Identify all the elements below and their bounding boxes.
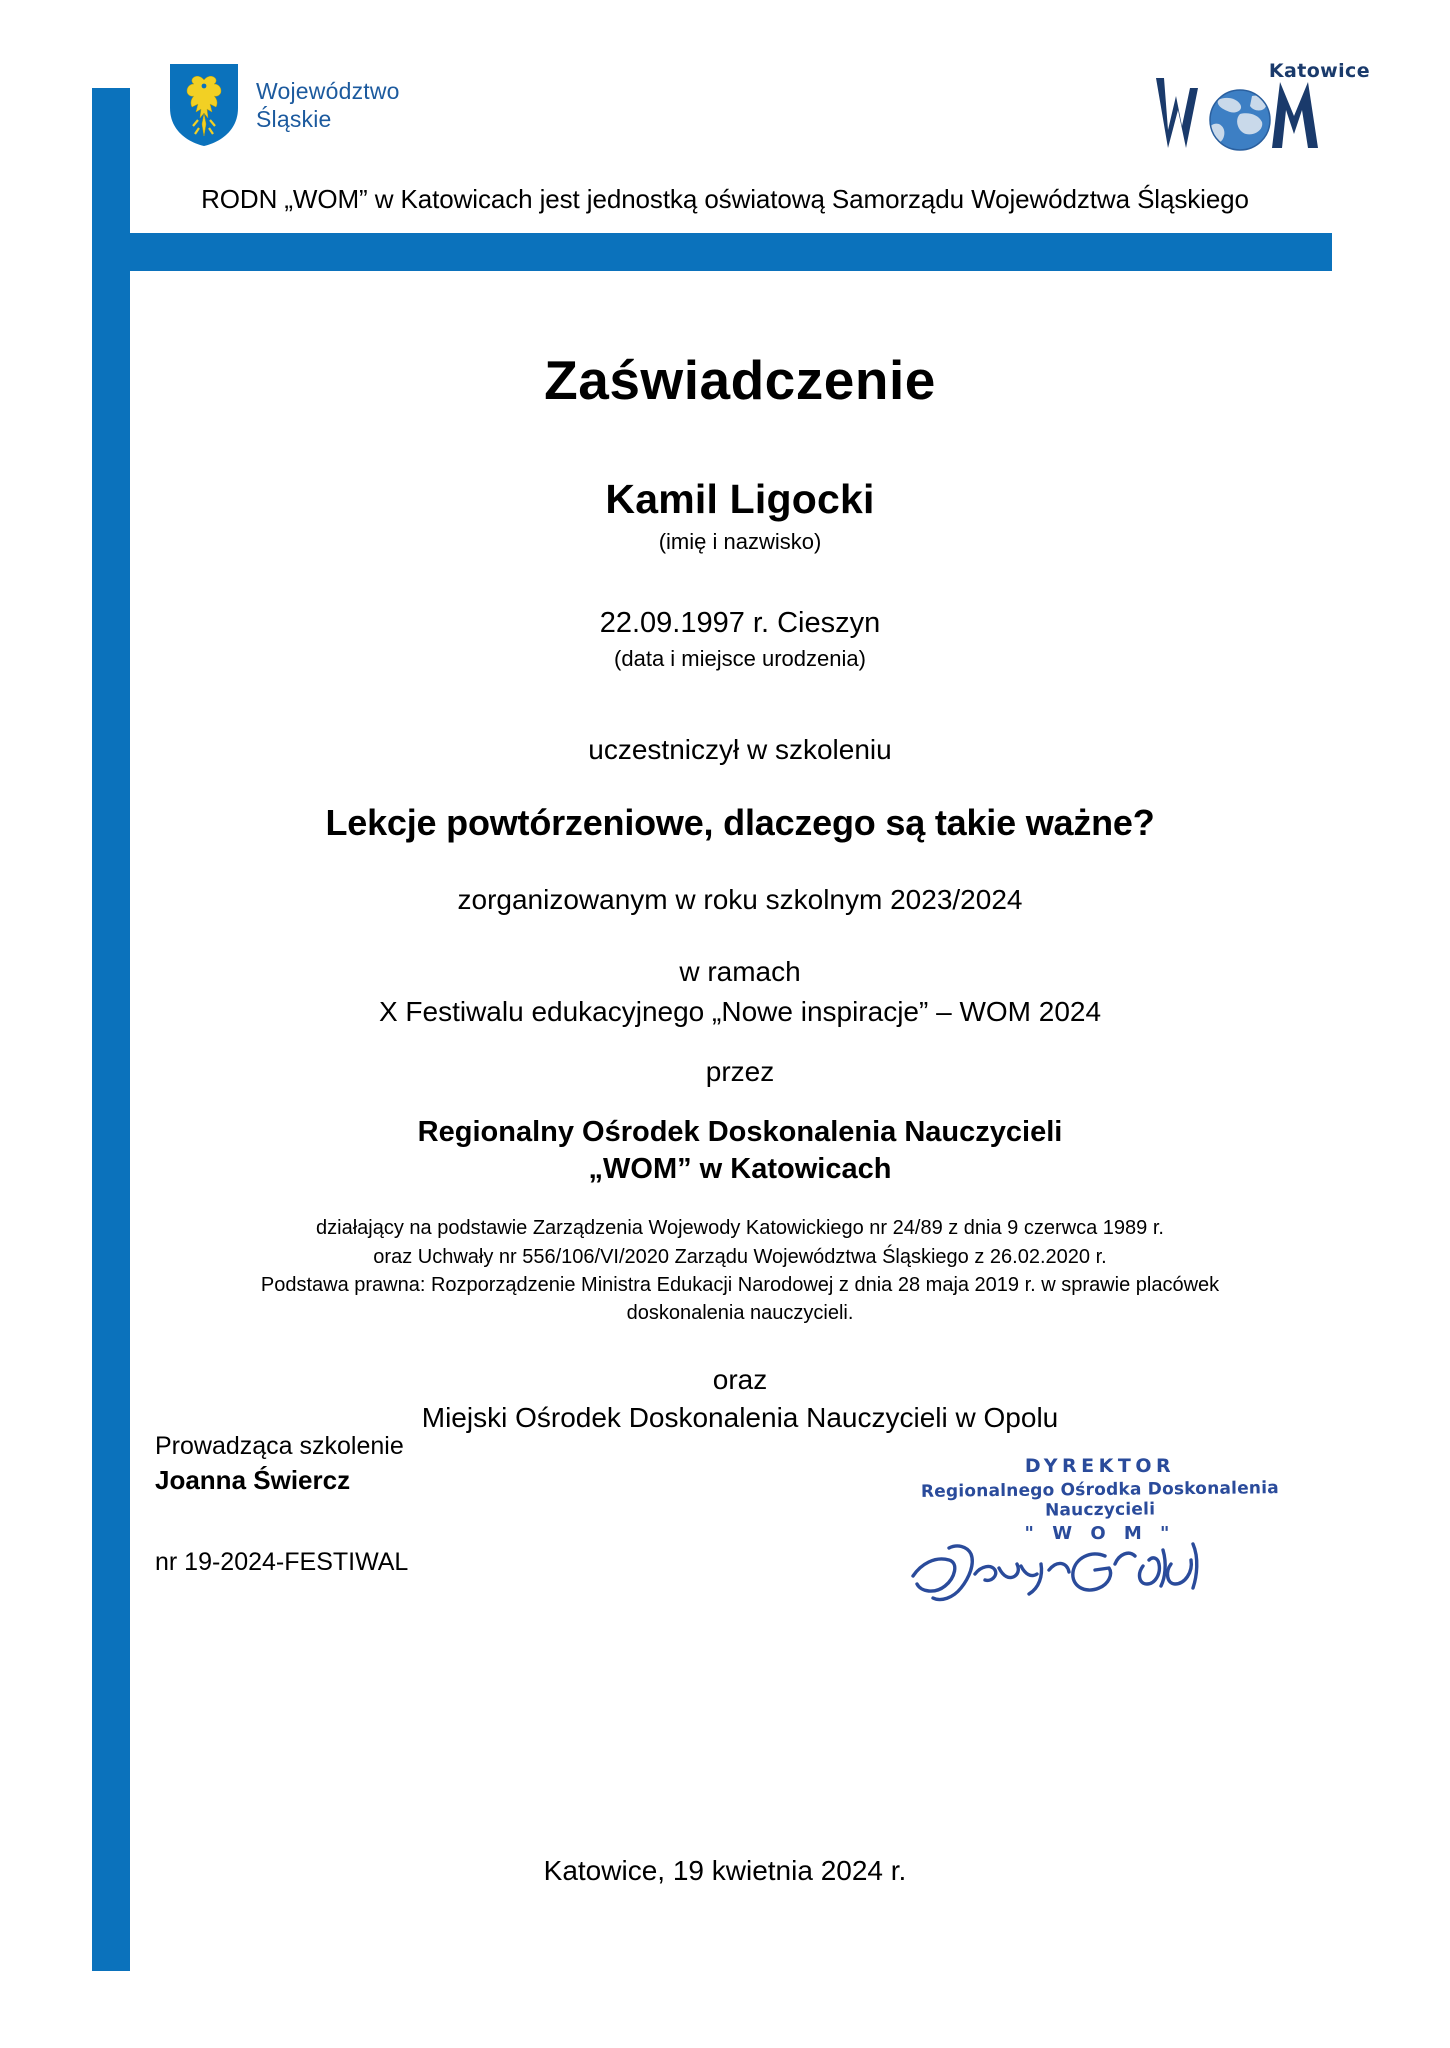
stamp-line-2: Regionalnego Ośrodka Doskonalenia Nauczycieli [920,1478,1279,1521]
frame-bar-horizontal [92,233,1332,271]
legal-basis [140,1214,1340,1328]
stamp-line-1: DYREKTOR [1024,1455,1176,1477]
certificate-body [140,300,1340,1434]
director-signature [905,1530,1225,1610]
participation-statement: uczestniczył w szkoleniu [588,734,892,765]
voivodeship-line-1: Województwo [256,77,400,104]
birth-details-caption: (data i miejsce urodzenia) [614,646,866,671]
legal-line-1: działający na podstawie Zarządzenia Wojewody Katowickiego nr 24/89 z dnia 9 czerwca 1989 r. [316,1217,1164,1240]
organizer-name [140,1114,1340,1188]
voivodeship-line-2: Śląskie [256,106,332,132]
legal-line-3: Podstawa prawna: Rozporządzenie Ministra Edukacji Narodowej z dnia 28 maja 2019 r. w sprawie placówek [260,1274,1220,1296]
trainer-name: Joanna Świercz [155,1465,351,1495]
legal-line-2: oraz Uchwały nr 556/106/VI/2020 Zarządu Województwa Śląskiego z 26.02.2020 r. [373,1245,1107,1268]
place-and-date: Katowice, 19 kwietnia 2024 r. [543,1855,907,1886]
stamp-line-3: " W O M " [1024,1523,1176,1544]
voivodeship-text [256,77,400,133]
trainer-block [155,1432,404,1496]
trainer-label: Prowadząca szkolenie [155,1432,404,1460]
wom-logo [1148,52,1378,160]
festival-line: X Festiwalu edukacyjnego „Nowe inspiracje” – WOM 2024 [378,996,1102,1027]
by-label: przez [705,1056,775,1087]
recipient-name-caption: (imię i nazwisko) [658,529,822,554]
certificate-number: nr 19-2024-FESTIWAL [155,1548,409,1576]
school-year-line: zorganizowanym w roku szkolnym 2023/2024 [457,884,1023,915]
wom-globe-logo-icon [1148,70,1348,158]
partner-organization: Miejski Ośrodek Doskonalenia Nauczycieli w Opolu [421,1401,1059,1433]
and-label: oraz [712,1363,768,1395]
course-title: Lekcje powtórzeniowe, dlaczego są takie ważne? [325,802,1155,843]
silesian-eagle-crest-icon [168,62,240,148]
recipient-name: Kamil Ligocki [605,476,875,522]
within-label: w ramach [679,956,801,987]
page-title: Zaświadczenie [544,349,936,411]
silesian-voivodeship-logo [168,62,400,148]
wom-katowice-label: Katowice [1268,60,1370,82]
organizer-name-line-2: „WOM” w Katowicach [588,1153,892,1186]
header-statement: RODN „WOM” w Katowicach jest jednostką oświatową Samorządu Województwa Śląskiego [201,184,1249,214]
organizer-name-line-1: Regionalny Ośrodek Doskonalenia Nauczycieli [417,1116,1063,1148]
document-header [0,0,1450,230]
frame-bar-left-bottom [92,271,130,1971]
legal-line-4: doskonalenia nauczycieli. [626,1302,854,1325]
birth-details: 22.09.1997 r. Cieszyn [599,607,881,639]
